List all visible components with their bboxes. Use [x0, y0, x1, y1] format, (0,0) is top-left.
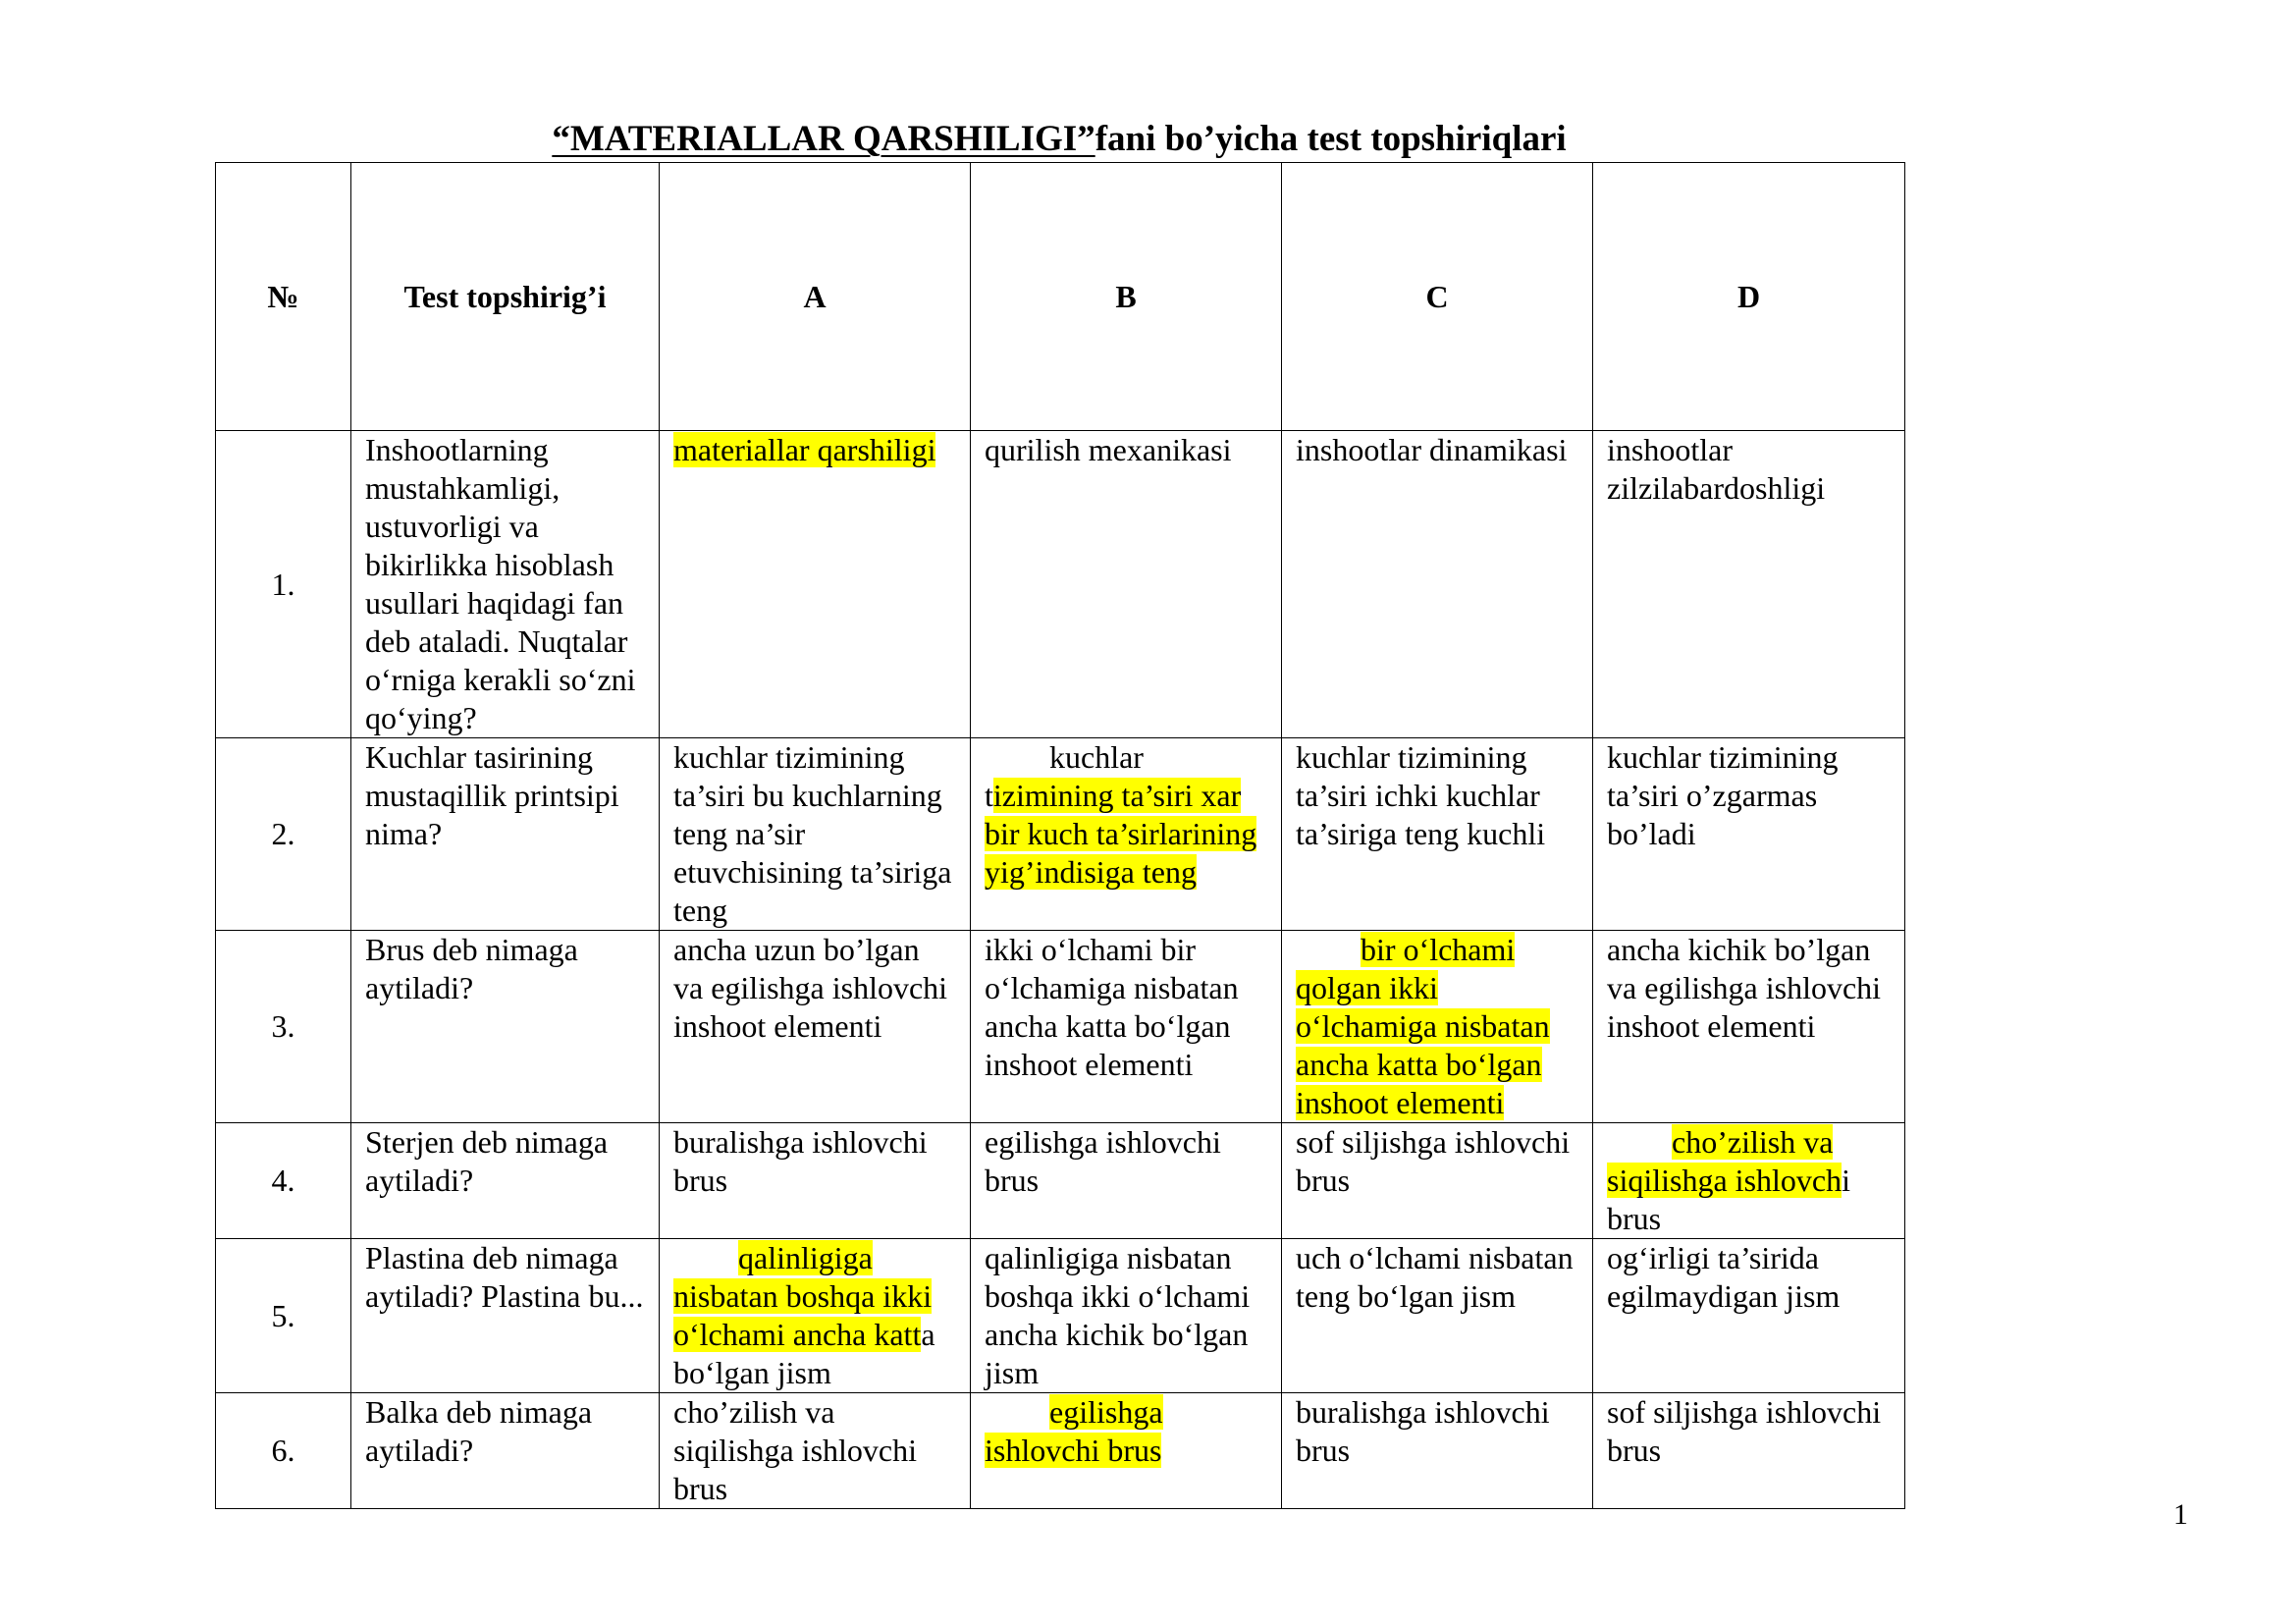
header-number: №	[216, 163, 351, 431]
question-cell: Inshootlarning mustahkamligi, ustuvorligi va bikirlikka hisoblash usullari haqidagi fan deb ataladi. Nuqtalar o‘rniga kerakli so‘zni qo‘ying?	[351, 431, 660, 738]
header-option-a: A	[660, 163, 971, 431]
highlighted-answer: cho’zilish va siqilishga ishlovch	[1607, 1124, 1842, 1198]
answer-cell-correct	[971, 1393, 1282, 1509]
table-row	[216, 1239, 1905, 1393]
question-cell: Plastina deb nimaga aytiladi? Plastina bu...	[351, 1239, 660, 1393]
table-row	[216, 738, 1905, 931]
answer-cell: buralishga ishlovchi brus	[1282, 1393, 1593, 1509]
answer-cell: ikki o‘lchami bir o‘lchamiga nisbatan ancha katta bo‘lgan inshoot elementi	[971, 931, 1282, 1123]
page-title	[215, 116, 1903, 163]
highlighted-answer: egilishga ishlovchi brus	[985, 1394, 1163, 1468]
row-number: 2.	[216, 738, 351, 931]
answer-cell-correct	[1593, 1123, 1905, 1239]
highlighted-answer: qalinligiga nisbatan boshqa ikki o‘lchami ancha katt	[673, 1240, 933, 1352]
answer-text: i brus	[1607, 1163, 1850, 1236]
answer-cell: qurilish mexanikasi	[971, 431, 1282, 738]
answer-text: a bo‘lgan jism	[673, 1317, 935, 1390]
title-rest: fani bo’yicha test topshiriqlari	[1095, 119, 1567, 159]
answer-cell: buralishga ishlovchi brus	[660, 1123, 971, 1239]
answer-cell: ancha uzun bo’lgan va egilishga ishlovchi inshoot elementi	[660, 931, 971, 1123]
question-cell: Balka deb nimaga aytiladi?	[351, 1393, 660, 1509]
title-subject: “MATERIALLAR QARSHILIGI”	[552, 119, 1095, 159]
row-number: 4.	[216, 1123, 351, 1239]
answer-cell: kuchlar tizimining ta’siri bu kuchlarning teng na’sir etuvchisining ta’siriga teng	[660, 738, 971, 931]
answer-cell-correct	[1282, 931, 1593, 1123]
highlighted-answer: bir o‘lchami qolgan ikki o‘lchamiga nisbatan ancha katta bo‘lgan inshoot elementi	[1296, 932, 1550, 1120]
header-option-d: D	[1593, 163, 1905, 431]
answer-cell-correct	[660, 431, 971, 738]
question-cell: Kuchlar tasirining mustaqillik printsipi nima?	[351, 738, 660, 931]
answer-cell: inshootlar zilzilabardoshligi	[1593, 431, 1905, 738]
table-row	[216, 431, 1905, 738]
answer-cell-correct	[971, 738, 1282, 931]
table-row	[216, 1123, 1905, 1239]
answer-cell: egilishga ishlovchi brus	[971, 1123, 1282, 1239]
question-cell: Brus deb nimaga aytiladi?	[351, 931, 660, 1123]
answer-cell: sof siljishga ishlovchi brus	[1282, 1123, 1593, 1239]
header-task: Test topshirig’i	[351, 163, 660, 431]
highlighted-answer: materiallar qarshiligi	[673, 432, 936, 467]
answer-cell: ancha kichik bo’lgan va egilishga ishlovchi inshoot elementi	[1593, 931, 1905, 1123]
answer-cell: og‘irligi ta’sirida egilmaydigan jism	[1593, 1239, 1905, 1393]
answer-cell: qalinligiga nisbatan boshqa ikki o‘lchami ancha kichik bo‘lgan jism	[971, 1239, 1282, 1393]
question-cell: Sterjen deb nimaga aytiladi?	[351, 1123, 660, 1239]
highlighted-answer: izimining ta’siri xar bir kuch ta’sirlarining yig’indisiga teng	[985, 778, 1257, 890]
row-number: 3.	[216, 931, 351, 1123]
answer-cell: cho’zilish va siqilishga ishlovchi brus	[660, 1393, 971, 1509]
answer-cell: inshootlar dinamikasi	[1282, 431, 1593, 738]
header-row	[216, 163, 1905, 431]
header-option-b: B	[971, 163, 1282, 431]
page-number: 1	[2173, 1498, 2188, 1531]
row-number: 6.	[216, 1393, 351, 1509]
answer-cell-correct	[660, 1239, 971, 1393]
answer-cell: kuchlar tizimining ta’siri ichki kuchlar ta’siriga teng kuchli	[1282, 738, 1593, 931]
answer-cell: kuchlar tizimining ta’siri o’zgarmas bo’ladi	[1593, 738, 1905, 931]
header-option-c: C	[1282, 163, 1593, 431]
table-row	[216, 931, 1905, 1123]
answer-text: kuchlar t	[985, 739, 1144, 813]
row-number: 5.	[216, 1239, 351, 1393]
row-number: 1.	[216, 431, 351, 738]
answer-cell: uch o‘lchami nisbatan teng bo‘lgan jism	[1282, 1239, 1593, 1393]
table-row	[216, 1393, 1905, 1509]
test-table	[215, 162, 1905, 1509]
answer-cell: sof siljishga ishlovchi brus	[1593, 1393, 1905, 1509]
